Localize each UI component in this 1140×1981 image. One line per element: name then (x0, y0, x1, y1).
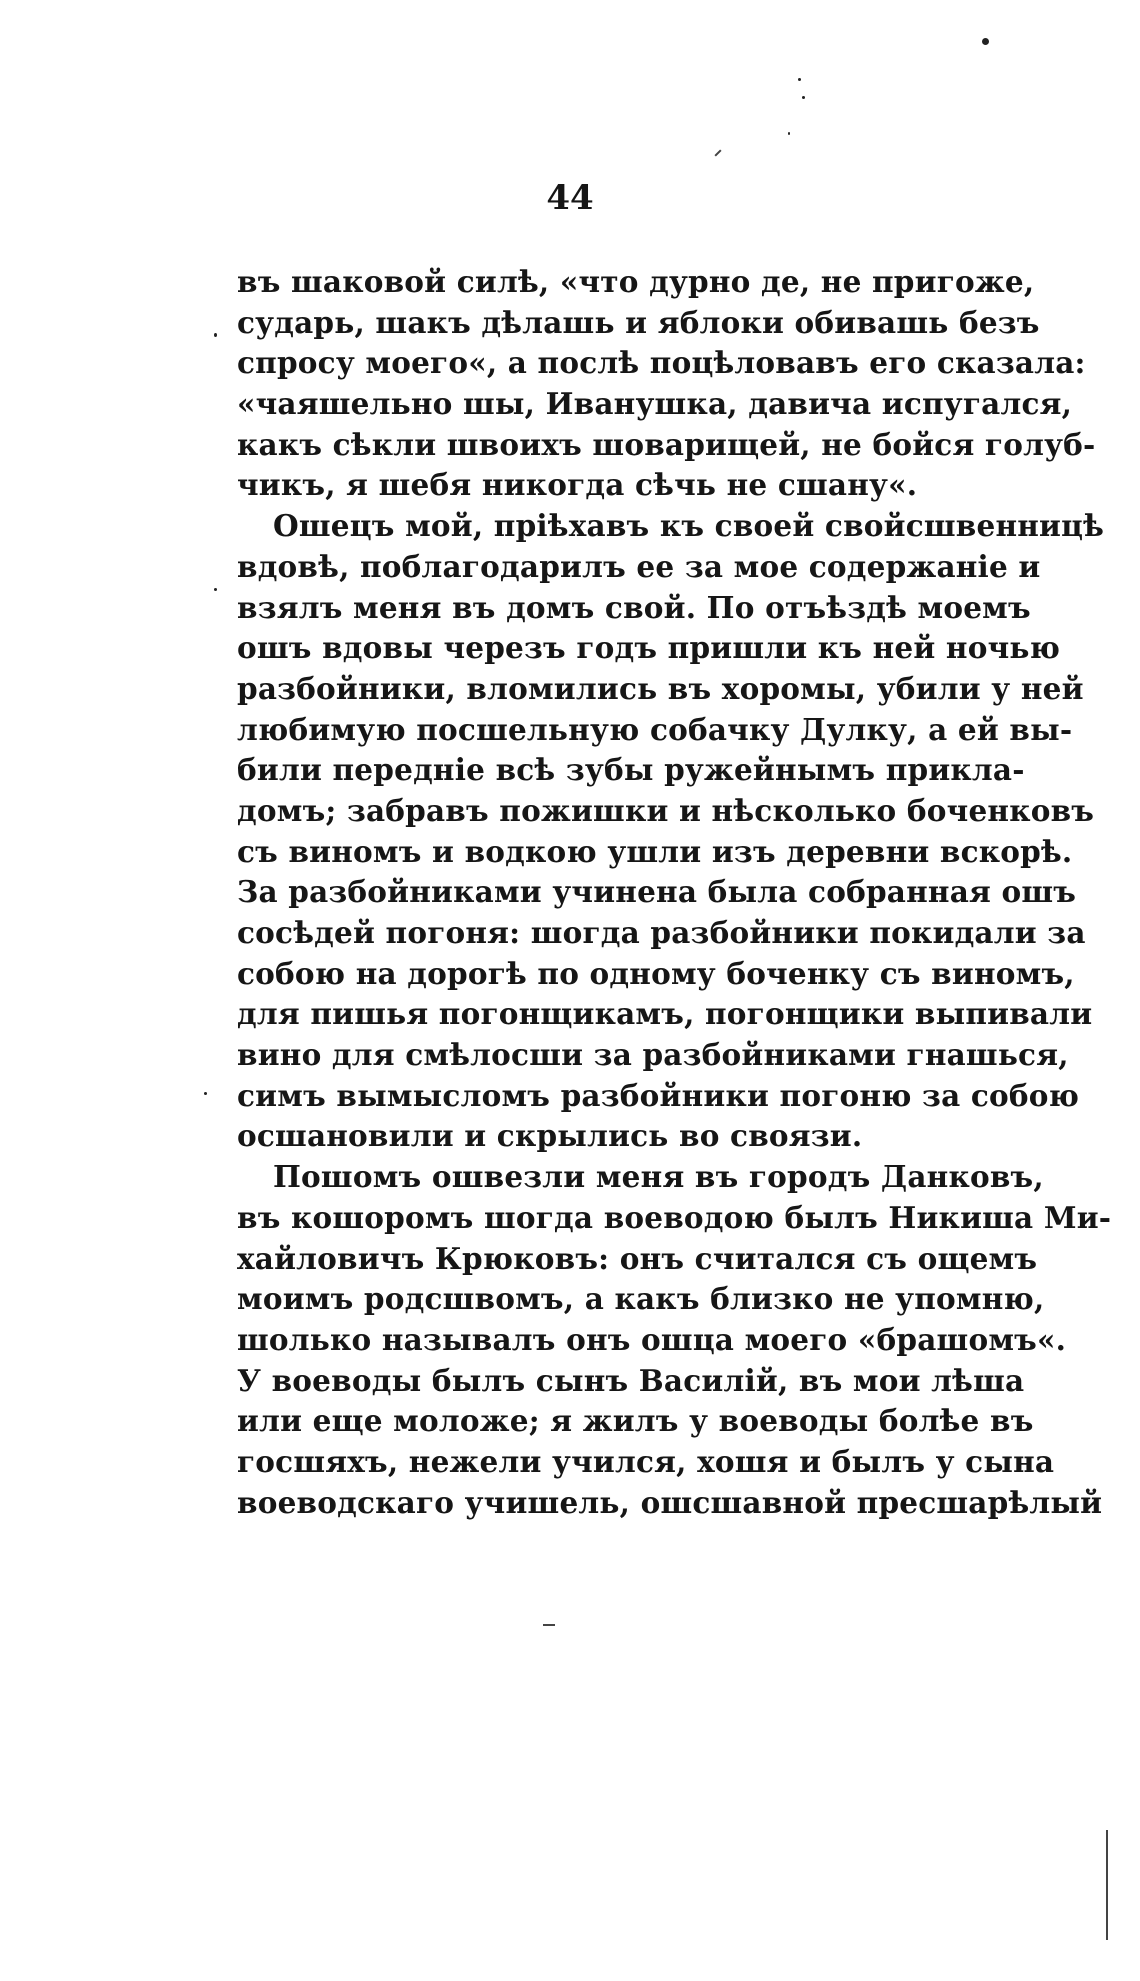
text-line: ошъ вдовы черезъ годъ пришли къ ней ночью (237, 630, 1061, 666)
text-line: За разбойниками учинена была собранная ошъ (237, 874, 1077, 910)
text-line: симъ вымысломъ разбойники погоню за собою (237, 1077, 1080, 1113)
page-number: 44 (546, 178, 594, 218)
text-line: спросу моего«, а послѣ поцѣловавъ его сказала: (237, 345, 1086, 381)
scan-speck (543, 1624, 555, 1626)
body-text (237, 262, 1112, 1523)
text-line: взялъ меня въ домъ свой. По отъѣздѣ моемъ (237, 589, 1031, 625)
text-line: въ кошоромъ шогда воеводою былъ Никиша Ми- (237, 1199, 1112, 1235)
scan-speck (714, 149, 721, 156)
paragraph-2 (237, 506, 1105, 1157)
text-line: съ виномъ и водкою ушли изъ деревни вскорѣ. (237, 833, 1073, 869)
text-line: домъ; забравъ пожишки и нѣсколько боченковъ (237, 792, 1095, 828)
paragraph-1 (237, 262, 1096, 506)
text-line: въ шаковой силѣ, «что дурно де, не пригоже, (237, 264, 1035, 299)
scan-speck (982, 38, 989, 45)
text-line: шолько называлъ онъ ошца моего «брашомъ«. (237, 1321, 1067, 1357)
scan-speck (788, 132, 790, 135)
text-line: сосѣдей погоня: шогда разбойники покидали за (237, 915, 1086, 950)
text-line: хайловичъ Крюковъ: онъ считался съ ощемъ (237, 1240, 1038, 1276)
text-line: для пишья погонщикамъ, погонщики выпивали (237, 996, 1093, 1032)
scan-speck (204, 1092, 207, 1095)
text-line: моимъ родсшвомъ, а какъ близко не упомню, (237, 1281, 1045, 1317)
text-line: били передніе всѣ зубы ружейнымъ прикла- (237, 752, 1025, 788)
text-line: или еще моложе; я жилъ у воеводы болѣе въ (237, 1403, 1034, 1439)
scan-speck (214, 588, 217, 591)
text-line: У воеводы былъ сынъ Василій, въ мои лѣша (237, 1362, 1025, 1398)
text-line: какъ сѣкли швоихъ шоварищей, не бойся голуб- (237, 426, 1096, 462)
text-line: госшяхъ, нежели учился, хошя и былъ у сына (237, 1443, 1055, 1479)
text-line: чикъ, я шебя никогда сѣчь не сшану«. (237, 467, 918, 503)
text-line: вино для смѣлосши за разбойниками гнашься, (237, 1037, 1069, 1073)
scan-speck (214, 333, 217, 337)
text-line: воеводскаго учишель, ошсшавной пресшарѣлый (237, 1484, 1103, 1520)
text-line: собою на дорогѣ по одному боченку съ виномъ, (237, 955, 1075, 991)
text-line: сударь, шакъ дѣлашь и яблоки обивашь безъ (237, 304, 1040, 340)
scan-speck (1106, 1830, 1108, 1940)
paragraph-3 (237, 1157, 1112, 1523)
text-line: осшановили и скрылись во своязи. (237, 1118, 863, 1154)
text-line: разбойники, вломились въ хоромы, убили у ней (237, 670, 1084, 706)
text-line: Пошомъ ошвезли меня въ городъ Данковъ, (273, 1159, 1044, 1195)
scan-speck (798, 78, 801, 81)
scan-speck (802, 96, 805, 99)
text-line: Ошецъ мой, пріѣхавъ къ своей свойсшвенницѣ (273, 508, 1105, 544)
text-line: любимую посшельную собачку Дулку, а ей вы- (237, 711, 1073, 747)
text-line: вдовѣ, поблагодарилъ ее за мое содержаніе и (237, 548, 1041, 584)
text-line: «чаяшельно шы, Иванушка, давича испугался, (237, 386, 1073, 422)
